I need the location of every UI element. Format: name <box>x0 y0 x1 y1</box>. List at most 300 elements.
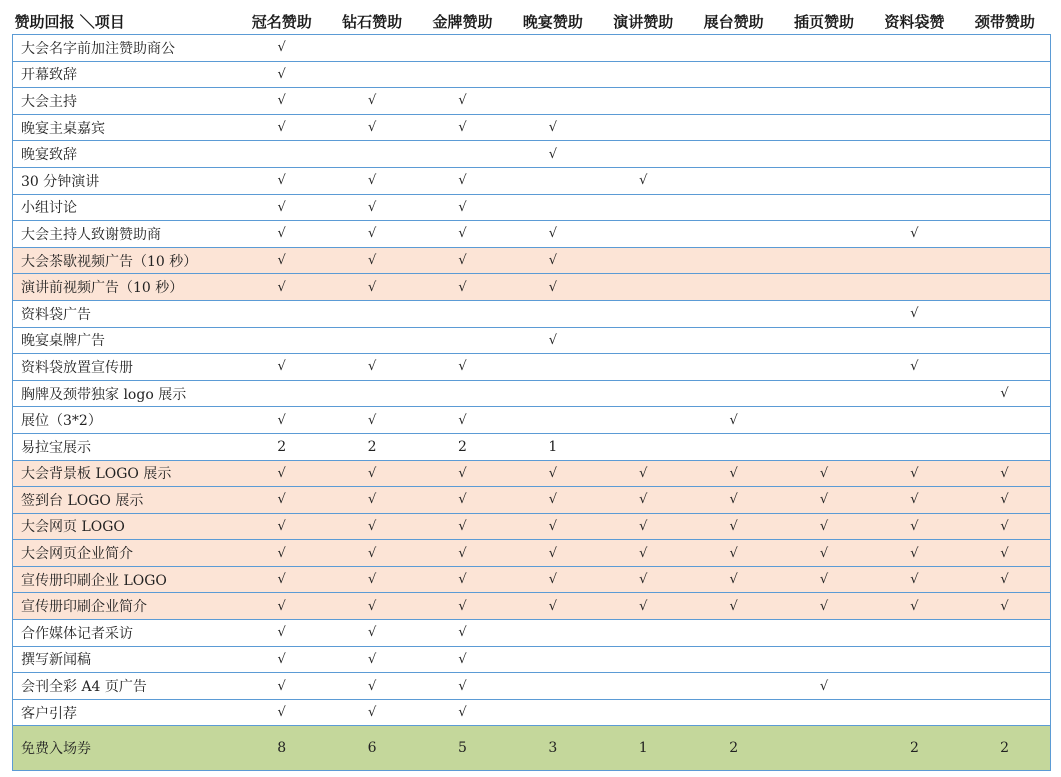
table-cell: √ <box>327 221 417 248</box>
table-cell <box>960 433 1050 460</box>
table-row <box>13 593 1051 620</box>
row-label: 大会主持人致谢赞助商 <box>13 221 237 248</box>
table-cell: √ <box>237 35 327 62</box>
table-row <box>13 300 1051 327</box>
table-cell <box>508 300 598 327</box>
table-cell: √ <box>327 407 417 434</box>
table-cell: √ <box>688 487 778 514</box>
table-cell: √ <box>779 673 869 700</box>
table-cell <box>508 699 598 726</box>
table-row <box>13 646 1051 673</box>
table-cell <box>508 61 598 88</box>
table-cell <box>869 646 959 673</box>
table-row <box>13 407 1051 434</box>
total-row <box>13 726 1051 771</box>
total-cell: 5 <box>417 726 507 771</box>
table-cell <box>869 167 959 194</box>
table-cell <box>688 194 778 221</box>
table-cell <box>598 221 688 248</box>
table-cell <box>960 354 1050 381</box>
table-cell: √ <box>508 114 598 141</box>
table-cell <box>960 699 1050 726</box>
table-cell: √ <box>237 540 327 567</box>
row-label: 大会背景板 LOGO 展示 <box>13 460 237 487</box>
table-body <box>13 35 1051 771</box>
row-label: 宣传册印刷企业简介 <box>13 593 237 620</box>
table-cell: √ <box>688 460 778 487</box>
table-cell: √ <box>508 593 598 620</box>
table-cell <box>960 673 1050 700</box>
table-cell <box>598 646 688 673</box>
table-cell <box>779 274 869 301</box>
table-cell <box>960 141 1050 168</box>
total-cell: 2 <box>869 726 959 771</box>
table-cell <box>869 274 959 301</box>
table-cell: √ <box>237 114 327 141</box>
table-cell: √ <box>960 460 1050 487</box>
column-header: 插页赞助 <box>779 8 869 35</box>
table-row <box>13 513 1051 540</box>
table-cell <box>779 354 869 381</box>
table-cell: √ <box>237 566 327 593</box>
table-cell: √ <box>598 460 688 487</box>
table-cell <box>869 88 959 115</box>
table-row <box>13 61 1051 88</box>
table-cell: √ <box>960 540 1050 567</box>
table-cell: √ <box>327 247 417 274</box>
table-cell <box>688 167 778 194</box>
table-cell <box>960 61 1050 88</box>
table-cell <box>779 646 869 673</box>
table-cell <box>688 380 778 407</box>
table-cell <box>779 167 869 194</box>
table-cell: √ <box>688 566 778 593</box>
table-cell: √ <box>237 487 327 514</box>
table-cell: √ <box>688 593 778 620</box>
table-cell <box>960 167 1050 194</box>
table-cell <box>779 61 869 88</box>
table-cell: √ <box>237 407 327 434</box>
table-cell <box>779 407 869 434</box>
row-label: 合作媒体记者采访 <box>13 620 237 647</box>
table-cell <box>598 300 688 327</box>
table-cell: √ <box>327 194 417 221</box>
table-cell: √ <box>417 513 507 540</box>
table-cell: √ <box>417 646 507 673</box>
table-cell <box>960 247 1050 274</box>
table-cell <box>598 35 688 62</box>
table-cell <box>417 35 507 62</box>
table-cell <box>779 380 869 407</box>
table-cell <box>237 141 327 168</box>
table-cell <box>237 300 327 327</box>
table-cell: √ <box>508 247 598 274</box>
table-cell <box>598 274 688 301</box>
table-cell: √ <box>779 566 869 593</box>
table-cell: √ <box>960 487 1050 514</box>
table-cell: √ <box>869 513 959 540</box>
table-cell <box>598 194 688 221</box>
table-cell <box>598 380 688 407</box>
row-label: 签到台 LOGO 展示 <box>13 487 237 514</box>
table-cell: √ <box>779 540 869 567</box>
table-cell: √ <box>779 460 869 487</box>
table-row <box>13 460 1051 487</box>
table-cell: √ <box>327 114 417 141</box>
table-cell <box>688 300 778 327</box>
total-cell: 2 <box>688 726 778 771</box>
row-label: 大会网页 LOGO <box>13 513 237 540</box>
table-row <box>13 141 1051 168</box>
table-cell: √ <box>960 513 1050 540</box>
table-cell: √ <box>237 274 327 301</box>
table-cell <box>508 35 598 62</box>
table-cell: √ <box>237 61 327 88</box>
table-row <box>13 221 1051 248</box>
table-cell: √ <box>598 167 688 194</box>
table-cell: √ <box>327 487 417 514</box>
table-cell <box>327 327 417 354</box>
table-cell: √ <box>237 88 327 115</box>
table-cell: 2 <box>417 433 507 460</box>
total-cell: 8 <box>237 726 327 771</box>
table-cell <box>688 141 778 168</box>
table-cell: √ <box>327 460 417 487</box>
column-header: 冠名赞助 <box>237 8 327 35</box>
table-cell <box>869 433 959 460</box>
table-cell: √ <box>598 487 688 514</box>
table-cell: √ <box>327 88 417 115</box>
table-cell: √ <box>508 327 598 354</box>
table-cell: √ <box>688 513 778 540</box>
row-label: 开幕致辞 <box>13 61 237 88</box>
table-cell: 2 <box>237 433 327 460</box>
table-cell: √ <box>779 487 869 514</box>
table-cell: √ <box>237 593 327 620</box>
total-label: 免费入场券 <box>13 726 237 771</box>
column-header: 晚宴赞助 <box>508 8 598 35</box>
table-cell <box>869 114 959 141</box>
table-cell: √ <box>688 407 778 434</box>
table-cell <box>237 327 327 354</box>
table-cell: √ <box>508 274 598 301</box>
table-cell: √ <box>869 460 959 487</box>
table-row <box>13 247 1051 274</box>
table-cell <box>688 699 778 726</box>
table-cell: 1 <box>508 433 598 460</box>
table-row <box>13 327 1051 354</box>
table-row <box>13 274 1051 301</box>
table-cell <box>417 380 507 407</box>
table-cell <box>960 300 1050 327</box>
table-cell: √ <box>779 513 869 540</box>
table-cell <box>869 673 959 700</box>
table-row <box>13 380 1051 407</box>
table-cell: √ <box>327 620 417 647</box>
table-row <box>13 114 1051 141</box>
table-cell: √ <box>417 114 507 141</box>
table-cell: √ <box>508 513 598 540</box>
table-cell <box>869 699 959 726</box>
table-cell: √ <box>417 593 507 620</box>
table-cell <box>688 433 778 460</box>
table-cell: √ <box>417 354 507 381</box>
table-cell: √ <box>598 566 688 593</box>
table-cell <box>688 274 778 301</box>
table-cell <box>327 300 417 327</box>
table-cell <box>508 354 598 381</box>
table-cell: √ <box>508 221 598 248</box>
row-label: 胸牌及颈带独家 logo 展示 <box>13 380 237 407</box>
table-cell: √ <box>417 194 507 221</box>
table-cell: √ <box>327 593 417 620</box>
table-row <box>13 487 1051 514</box>
table-cell <box>960 194 1050 221</box>
table-cell <box>598 327 688 354</box>
table-cell <box>960 274 1050 301</box>
table-cell <box>779 433 869 460</box>
table-cell <box>598 88 688 115</box>
table-cell <box>688 114 778 141</box>
row-label: 大会网页企业简介 <box>13 540 237 567</box>
table-cell <box>327 35 417 62</box>
table-cell <box>779 114 869 141</box>
table-cell: √ <box>237 460 327 487</box>
sponsorship-table-container <box>12 8 1050 771</box>
table-cell <box>960 88 1050 115</box>
table-cell <box>417 300 507 327</box>
row-label: 宣传册印刷企业 LOGO <box>13 566 237 593</box>
table-cell: √ <box>327 540 417 567</box>
table-cell: √ <box>417 620 507 647</box>
table-cell <box>779 88 869 115</box>
table-cell <box>688 221 778 248</box>
table-row <box>13 699 1051 726</box>
table-cell: √ <box>869 354 959 381</box>
table-row <box>13 354 1051 381</box>
table-cell <box>598 354 688 381</box>
row-label: 30 分钟演讲 <box>13 167 237 194</box>
table-cell <box>508 167 598 194</box>
table-cell: √ <box>869 300 959 327</box>
table-cell: √ <box>327 673 417 700</box>
table-cell: √ <box>417 487 507 514</box>
table-cell <box>237 380 327 407</box>
table-cell <box>779 620 869 647</box>
table-cell <box>508 88 598 115</box>
table-cell <box>869 407 959 434</box>
table-cell <box>327 141 417 168</box>
table-cell: √ <box>598 513 688 540</box>
table-row <box>13 88 1051 115</box>
table-cell: 2 <box>327 433 417 460</box>
table-cell <box>598 699 688 726</box>
table-cell <box>688 673 778 700</box>
total-cell: 2 <box>960 726 1050 771</box>
table-cell: √ <box>327 699 417 726</box>
column-header: 钻石赞助 <box>327 8 417 35</box>
table-cell <box>508 194 598 221</box>
table-cell: √ <box>508 487 598 514</box>
table-row <box>13 566 1051 593</box>
table-row <box>13 673 1051 700</box>
table-cell: √ <box>237 646 327 673</box>
table-cell: √ <box>237 167 327 194</box>
column-header: 颈带赞助 <box>960 8 1050 35</box>
table-cell <box>327 61 417 88</box>
table-cell <box>688 247 778 274</box>
table-cell <box>598 247 688 274</box>
table-cell <box>508 407 598 434</box>
table-cell <box>417 141 507 168</box>
row-label: 大会主持 <box>13 88 237 115</box>
table-cell: √ <box>327 354 417 381</box>
table-cell <box>598 673 688 700</box>
table-cell <box>869 380 959 407</box>
table-cell <box>779 300 869 327</box>
table-cell <box>598 114 688 141</box>
row-label: 晚宴主桌嘉宾 <box>13 114 237 141</box>
table-cell: √ <box>327 566 417 593</box>
table-cell: √ <box>688 540 778 567</box>
column-header: 金牌赞助 <box>417 8 507 35</box>
table-cell: √ <box>869 487 959 514</box>
table-cell <box>327 380 417 407</box>
row-label: 会刊全彩 A4 页广告 <box>13 673 237 700</box>
table-cell <box>960 646 1050 673</box>
table-cell: √ <box>237 620 327 647</box>
table-cell <box>598 407 688 434</box>
table-cell <box>508 673 598 700</box>
corner-header: 赞助回报 ＼项目 <box>13 8 237 35</box>
table-cell <box>417 327 507 354</box>
row-label: 大会茶歇视频广告（10 秒） <box>13 247 237 274</box>
table-cell <box>598 141 688 168</box>
table-cell <box>688 354 778 381</box>
table-cell: √ <box>417 540 507 567</box>
table-cell <box>960 35 1050 62</box>
table-cell: √ <box>417 274 507 301</box>
table-cell: √ <box>417 88 507 115</box>
table-cell <box>869 620 959 647</box>
table-cell: √ <box>869 593 959 620</box>
total-cell: 1 <box>598 726 688 771</box>
table-cell: √ <box>417 673 507 700</box>
table-cell <box>960 221 1050 248</box>
table-cell: √ <box>237 513 327 540</box>
table-cell: √ <box>417 699 507 726</box>
table-cell <box>688 88 778 115</box>
table-cell <box>688 620 778 647</box>
total-cell: 6 <box>327 726 417 771</box>
table-cell: √ <box>327 513 417 540</box>
table-row <box>13 35 1051 62</box>
row-label: 撰写新闻稿 <box>13 646 237 673</box>
total-cell <box>779 726 869 771</box>
table-cell <box>779 699 869 726</box>
table-cell: √ <box>508 566 598 593</box>
column-header: 展台赞助 <box>688 8 778 35</box>
table-cell: √ <box>237 221 327 248</box>
table-cell: √ <box>869 566 959 593</box>
table-row <box>13 433 1051 460</box>
table-row <box>13 620 1051 647</box>
table-cell <box>869 61 959 88</box>
table-cell: √ <box>417 566 507 593</box>
row-label: 客户引荐 <box>13 699 237 726</box>
table-cell: √ <box>327 167 417 194</box>
table-cell <box>417 61 507 88</box>
table-cell: √ <box>417 407 507 434</box>
table-cell <box>779 194 869 221</box>
row-label: 晚宴致辞 <box>13 141 237 168</box>
table-cell: √ <box>779 593 869 620</box>
table-cell <box>779 247 869 274</box>
table-row <box>13 194 1051 221</box>
table-cell <box>869 35 959 62</box>
table-cell: √ <box>237 699 327 726</box>
row-label: 资料袋放置宣传册 <box>13 354 237 381</box>
row-label: 晚宴桌牌广告 <box>13 327 237 354</box>
table-cell <box>688 35 778 62</box>
table-cell <box>508 620 598 647</box>
table-cell <box>779 327 869 354</box>
table-row <box>13 167 1051 194</box>
table-cell <box>598 61 688 88</box>
table-cell: √ <box>960 566 1050 593</box>
table-cell <box>508 646 598 673</box>
table-cell: √ <box>508 540 598 567</box>
table-cell: √ <box>598 540 688 567</box>
table-cell: √ <box>327 274 417 301</box>
table-cell <box>508 380 598 407</box>
table-cell <box>960 114 1050 141</box>
table-cell: √ <box>869 221 959 248</box>
table-cell: √ <box>237 247 327 274</box>
table-cell: √ <box>508 141 598 168</box>
row-label: 大会名字前加注赞助商公 <box>13 35 237 62</box>
table-cell <box>869 247 959 274</box>
row-label: 小组讨论 <box>13 194 237 221</box>
table-cell <box>688 61 778 88</box>
table-cell <box>688 327 778 354</box>
table-cell: √ <box>237 194 327 221</box>
total-cell: 3 <box>508 726 598 771</box>
row-label: 易拉宝展示 <box>13 433 237 460</box>
table-cell <box>598 433 688 460</box>
row-label: 演讲前视频广告（10 秒） <box>13 274 237 301</box>
table-cell: √ <box>417 221 507 248</box>
table-cell <box>779 141 869 168</box>
table-cell: √ <box>869 540 959 567</box>
table-cell: √ <box>417 460 507 487</box>
table-cell <box>960 327 1050 354</box>
table-cell <box>960 407 1050 434</box>
table-cell: √ <box>417 167 507 194</box>
sponsorship-table <box>12 8 1051 771</box>
table-cell <box>960 620 1050 647</box>
table-cell <box>598 620 688 647</box>
table-cell: √ <box>417 247 507 274</box>
row-label: 展位（3*2） <box>13 407 237 434</box>
table-cell: √ <box>960 380 1050 407</box>
table-cell: √ <box>237 673 327 700</box>
table-row <box>13 540 1051 567</box>
table-cell <box>869 141 959 168</box>
table-cell: √ <box>508 460 598 487</box>
table-cell <box>869 194 959 221</box>
table-cell: √ <box>237 354 327 381</box>
